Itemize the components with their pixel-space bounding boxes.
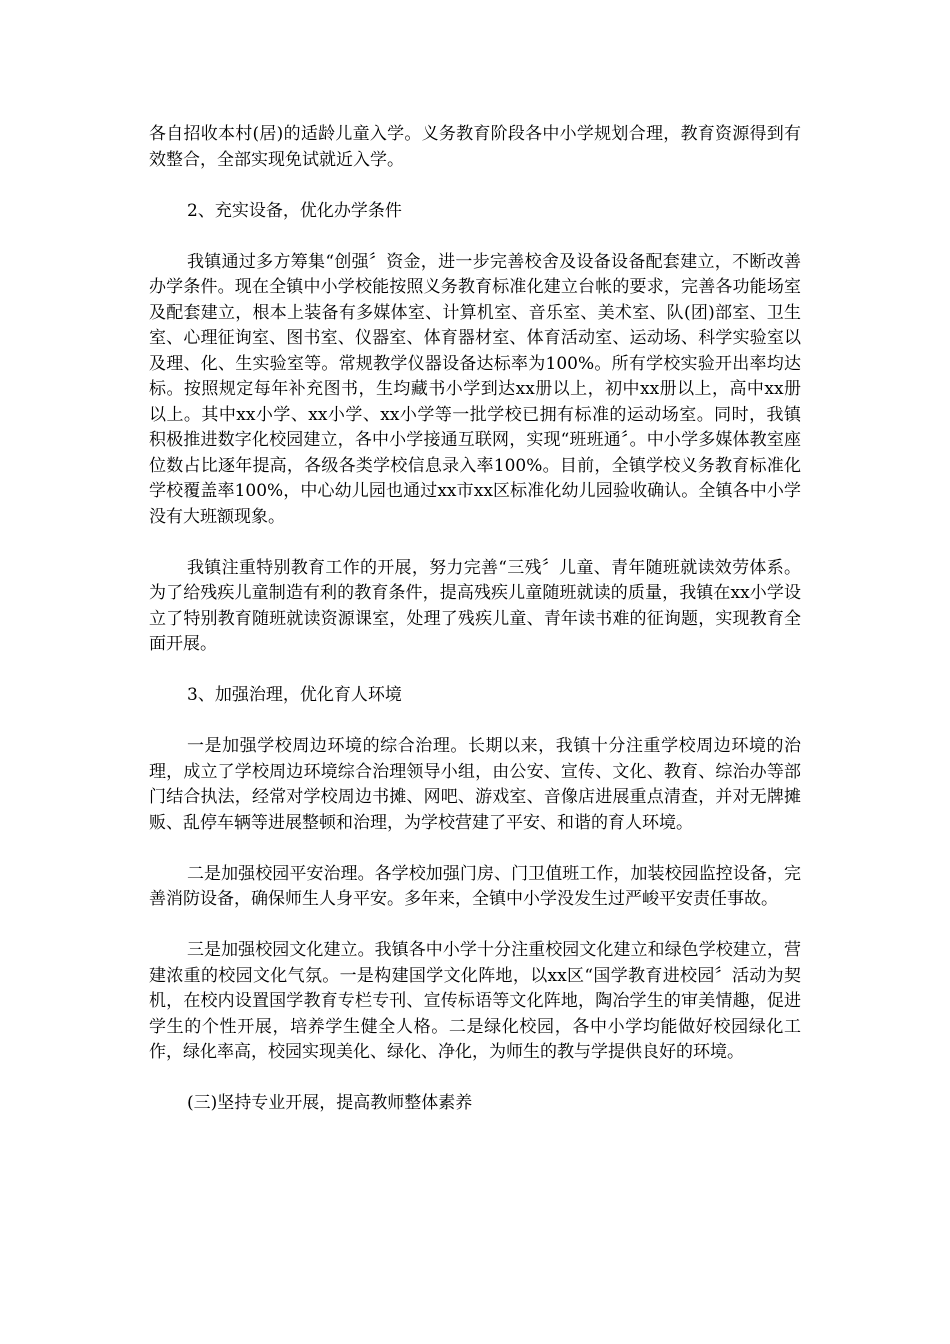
paragraph-equipment: 我镇通过多方筹集“创强〞资金，进一步完善校舍及设备设备配套建立，不断改善办学条件。现在全镇中小学校能按照义务教育标准化建立台帐的要求，完善各功能场室及配套建立，根本上装备有多媒体室、计算机室、音乐室、美术室、队(团)部室、卫生室、心理征询室、图书室、仪器室、体育器材室、体育活动室、运动场、科学实验室以及理、化、生实验室等。常规教学仪器设备达标率为100%。所有学校实验开出率均达标。按照规定每年补充图书，生均藏书小学到达xx册以上，初中xx册以上，高中xx册以上。其中xx小学、xx小学、xx小学等一批学校已拥有标准的运动场室。同时，我镇积极推进数字化校园建立，各中小学接通互联网，实现“班班通〞。中小学多媒体教室座位数占比逐年提高，各级各类学校信息录入率100%。目前，全镇学校义务教育标准化学校覆盖率100%，中心幼儿园也通过xx市xx区标准化幼儿园验收确认。全镇各中小学没有大班额现象。: [149, 251, 801, 527]
paragraph-campus-safety: 二是加强校园平安治理。各学校加强门房、门卫值班工作，加装校园监控设备，完善消防设备，确保师生人身平安。多年来，全镇中小学没发生过严峻平安责任事故。: [149, 863, 801, 909]
paragraph-continuation: 各自招收本村(居)的适龄儿童入学。义务教育阶段各中小学规划合理，教育资源得到有效整合，全部实现免试就近入学。: [149, 124, 801, 170]
paragraph-special-education: 我镇注重特别教育工作的开展，努力完善“三残〞儿童、青年随班就读效劳体系。为了给残疾儿童制造有利的教育条件，提高残疾儿童随班就读的质量，我镇在xx小学设立了特别教育随班就读资源课室，处理了残疾儿童、青年读书难的征询题，实现教育全面开展。: [149, 557, 801, 654]
paragraph-campus-culture: 三是加强校园文化建立。我镇各中小学十分注重校园文化建立和绿色学校建立，营建浓重的校园文化气氛。一是构建国学文化阵地，以xx区“国学教育进校园〞活动为契机，在校内设置国学教育专栏专刊、宣传标语等文化阵地，陶冶学生的审美情趣，促进学生的个性开展，培养学生健全人格。二是绿化校园，各中小学均能做好校园绿化工作，绿化率高，校园实现美化、绿化、净化，为师生的教与学提供良好的环境。: [149, 940, 801, 1062]
section-heading-equipment: 2、充实设备，优化办学条件: [187, 200, 402, 221]
document-body: [149, 122, 801, 1142]
paragraph-surroundings: 一是加强学校周边环境的综合治理。长期以来，我镇十分注重学校周边环境的治理，成立了学校周边环境综合治理领导小组，由公安、宣传、文化、教育、综治办等部门结合执法，经常对学校周边书摊、网吧、游戏室、音像店进展重点清查，并对无牌摊贩、乱停车辆等进展整顿和治理，为学校营建了平安、和谐的育人环境。: [149, 736, 801, 833]
section-heading-teachers: (三)坚持专业开展，提高教师整体素养: [187, 1093, 473, 1113]
section-heading-management: 3、加强治理，优化育人环境: [187, 685, 402, 705]
